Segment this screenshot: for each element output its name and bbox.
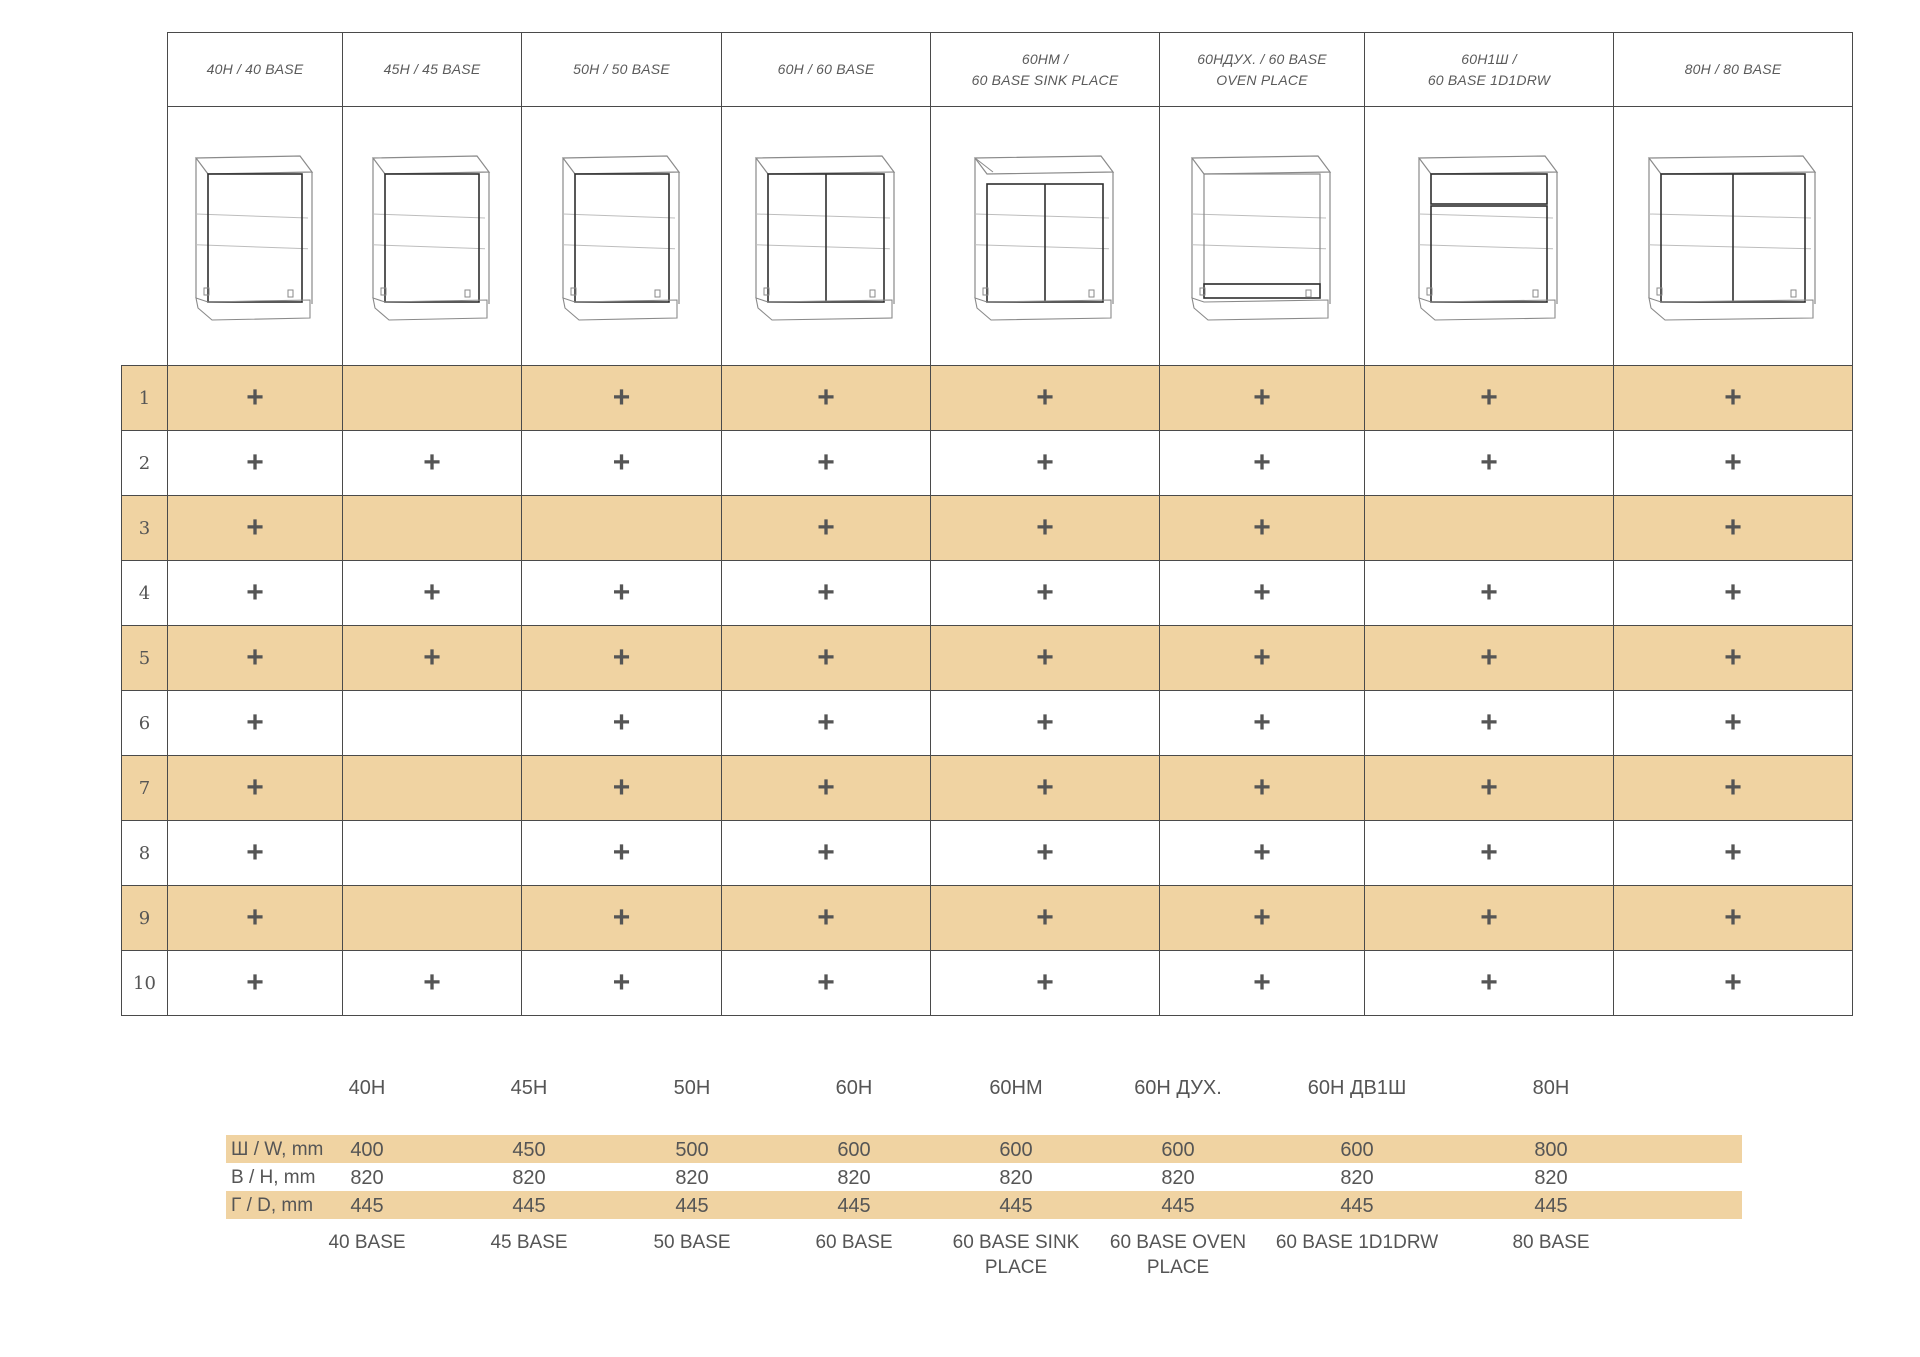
height-value: 820 [1161, 1167, 1195, 1189]
height-label: В / Н, mm [231, 1167, 316, 1188]
table-cell: + [1160, 886, 1365, 951]
cabinet-illustration [1614, 107, 1853, 366]
row-number: 3 [122, 496, 168, 561]
table-cell: + [522, 691, 722, 756]
table-cell: + [931, 366, 1160, 431]
table-corner [122, 33, 168, 366]
table-cell [1365, 496, 1614, 561]
width-label: Ш / W, mm [231, 1139, 324, 1160]
width-value: 500 [675, 1139, 709, 1161]
table-row [122, 821, 1853, 886]
table-cell: + [1160, 561, 1365, 626]
row-number: 10 [122, 951, 168, 1016]
table-cell: + [1365, 626, 1614, 691]
table-cell: + [1365, 691, 1614, 756]
table-cell: + [522, 951, 722, 1016]
row-number: 7 [122, 756, 168, 821]
height-value: 820 [512, 1167, 546, 1189]
table-cell: + [931, 626, 1160, 691]
base-name: 60 BASE 1D1DRW [1275, 1232, 1439, 1253]
height-value: 820 [999, 1167, 1033, 1189]
model-code: 45Н [510, 1077, 548, 1099]
column-header: 60НДУХ. / 60 BASE OVEN PLACE [1160, 33, 1365, 107]
depth-value: 445 [837, 1195, 871, 1217]
table-cell: + [1614, 756, 1853, 821]
column-header: 80Н / 80 BASE [1614, 33, 1853, 107]
table-row [122, 496, 1853, 561]
model-code: 80Н [1532, 1077, 1570, 1099]
depth-value: 445 [350, 1195, 384, 1217]
table-cell: + [1160, 626, 1365, 691]
cabinet-illustration [343, 107, 522, 366]
depth-value: 445 [1534, 1195, 1568, 1217]
table-cell: + [931, 496, 1160, 561]
model-code: 60НМ [989, 1077, 1043, 1099]
height-row [226, 1163, 1742, 1191]
model-code: 50Н [673, 1077, 711, 1099]
row-number: 2 [122, 431, 168, 496]
table-row [122, 431, 1853, 496]
column-header: 60Н1Ш / 60 BASE 1D1DRW [1365, 33, 1614, 107]
depth-label: Г / D, mm [231, 1195, 314, 1216]
table-cell: + [1160, 366, 1365, 431]
table-cell: + [168, 561, 343, 626]
illustration-row [122, 107, 1853, 366]
height-value: 820 [1340, 1167, 1374, 1189]
width-value: 600 [837, 1139, 871, 1161]
cabinet-double-door-icon [750, 311, 902, 328]
table-cell [522, 496, 722, 561]
column-header: 60Н / 60 BASE [722, 33, 931, 107]
table-cell: + [522, 821, 722, 886]
table-cell: + [722, 366, 931, 431]
cabinet-illustration [168, 107, 343, 366]
table-cell: + [168, 756, 343, 821]
width-value: 400 [350, 1139, 384, 1161]
table-cell: + [931, 561, 1160, 626]
model-code: 60Н ДВ1Ш [1307, 1077, 1407, 1099]
cabinet-illustration [522, 107, 722, 366]
table-cell: + [1160, 691, 1365, 756]
depth-value: 445 [675, 1195, 709, 1217]
table-cell: + [522, 431, 722, 496]
table-cell [343, 366, 522, 431]
table-cell: + [1365, 561, 1614, 626]
model-code: 60Н ДУХ. [1134, 1077, 1222, 1099]
row-number: 6 [122, 691, 168, 756]
table-cell: + [1160, 756, 1365, 821]
column-header: 40Н / 40 BASE [168, 33, 343, 107]
cabinet-single-door-icon [367, 311, 497, 328]
model-code-row [226, 1073, 1742, 1101]
table-cell: + [522, 561, 722, 626]
table-row [122, 756, 1853, 821]
depth-value: 445 [1340, 1195, 1374, 1217]
row-number: 9 [122, 886, 168, 951]
column-header: 60НМ / 60 BASE SINK PLACE [931, 33, 1160, 107]
width-value: 800 [1534, 1139, 1568, 1161]
table-cell: + [722, 951, 931, 1016]
table-cell: + [1160, 496, 1365, 561]
depth-row [226, 1191, 1742, 1219]
table-cell: + [343, 431, 522, 496]
depth-value: 445 [999, 1195, 1033, 1217]
height-value: 820 [1534, 1167, 1568, 1189]
table-cell: + [931, 951, 1160, 1016]
table-cell: + [1160, 431, 1365, 496]
width-row [226, 1135, 1742, 1163]
table-cell: + [1614, 821, 1853, 886]
table-cell: + [1365, 886, 1614, 951]
base-name-row [226, 1230, 1742, 1280]
height-value: 820 [675, 1167, 709, 1189]
table-cell: + [1160, 821, 1365, 886]
table-cell: + [168, 626, 343, 691]
cabinet-illustration [1160, 107, 1365, 366]
table-cell: + [168, 886, 343, 951]
table-cell: + [1160, 951, 1365, 1016]
height-value: 820 [350, 1167, 384, 1189]
table-cell: + [168, 496, 343, 561]
table-cell: + [722, 691, 931, 756]
row-number: 5 [122, 626, 168, 691]
table-cell: + [522, 626, 722, 691]
table-cell: + [343, 561, 522, 626]
width-value: 600 [1340, 1139, 1374, 1161]
table-cell: + [1614, 561, 1853, 626]
table-cell: + [1365, 821, 1614, 886]
table-cell: + [1365, 951, 1614, 1016]
depth-value: 445 [1161, 1195, 1195, 1217]
table-cell: + [931, 691, 1160, 756]
table-cell: + [931, 821, 1160, 886]
table-cell: + [522, 756, 722, 821]
table-cell: + [722, 561, 931, 626]
table-cell: + [1614, 366, 1853, 431]
cabinet-single-door-icon [190, 311, 320, 328]
depth-value: 445 [512, 1195, 546, 1217]
cabinet-single-door-icon [557, 311, 687, 328]
table-cell: + [931, 756, 1160, 821]
table-cell: + [343, 951, 522, 1016]
column-header: 50Н / 50 BASE [522, 33, 722, 107]
width-value: 450 [512, 1139, 546, 1161]
table-cell: + [722, 496, 931, 561]
cabinet-drawer-door-icon [1413, 311, 1565, 328]
table-cell: + [168, 431, 343, 496]
table-cell [343, 496, 522, 561]
model-code: 60Н [835, 1077, 873, 1099]
table-cell: + [1365, 756, 1614, 821]
table-cell [343, 756, 522, 821]
base-name: 40 BASE [328, 1232, 406, 1253]
table-row [122, 366, 1853, 431]
base-name: 60 BASE OVEN PLACE [1109, 1232, 1247, 1278]
table-cell [343, 886, 522, 951]
base-name: 50 BASE [653, 1232, 731, 1253]
table-cell: + [1614, 431, 1853, 496]
row-number: 8 [122, 821, 168, 886]
table-cell: + [168, 691, 343, 756]
table-cell: + [1365, 366, 1614, 431]
table-row [122, 561, 1853, 626]
table-cell: + [168, 821, 343, 886]
table-cell: + [1365, 431, 1614, 496]
table-cell: + [1614, 691, 1853, 756]
table-cell: + [722, 886, 931, 951]
width-value: 600 [999, 1139, 1033, 1161]
table-cell: + [1614, 886, 1853, 951]
table-cell: + [722, 626, 931, 691]
table-cell: + [1614, 951, 1853, 1016]
table-cell: + [168, 366, 343, 431]
cabinet-illustration [1365, 107, 1614, 366]
cabinet-illustration [722, 107, 931, 366]
table-cell [343, 821, 522, 886]
table-row [122, 951, 1853, 1016]
row-number: 4 [122, 561, 168, 626]
row-number: 1 [122, 366, 168, 431]
cabinet-oven-icon [1186, 311, 1338, 328]
width-value: 600 [1161, 1139, 1195, 1161]
table-cell: + [722, 756, 931, 821]
cabinet-wide-double-door-icon [1643, 311, 1823, 328]
model-code: 40Н [348, 1077, 386, 1099]
table-cell: + [722, 821, 931, 886]
cabinet-illustration [931, 107, 1160, 366]
table-cell: + [931, 431, 1160, 496]
table-cell: + [168, 951, 343, 1016]
table-cell: + [522, 366, 722, 431]
table-cell: + [1614, 626, 1853, 691]
table-cell [343, 691, 522, 756]
table-row [122, 886, 1853, 951]
table-cell: + [722, 431, 931, 496]
table-cell: + [522, 886, 722, 951]
height-value: 820 [837, 1167, 871, 1189]
table-cell: + [931, 886, 1160, 951]
base-name: 60 BASE SINK PLACE [952, 1232, 1080, 1278]
header-row [122, 33, 1853, 107]
base-name: 45 BASE [490, 1232, 568, 1253]
specifications-block [226, 1073, 1742, 1278]
table-cell: + [1614, 496, 1853, 561]
base-name: 60 BASE [815, 1232, 893, 1253]
compatibility-table [121, 32, 1853, 1016]
table-row [122, 626, 1853, 691]
table-cell: + [343, 626, 522, 691]
cabinet-sink-icon [969, 311, 1121, 328]
column-header: 45Н / 45 BASE [343, 33, 522, 107]
base-name: 80 BASE [1512, 1232, 1590, 1253]
table-row [122, 691, 1853, 756]
